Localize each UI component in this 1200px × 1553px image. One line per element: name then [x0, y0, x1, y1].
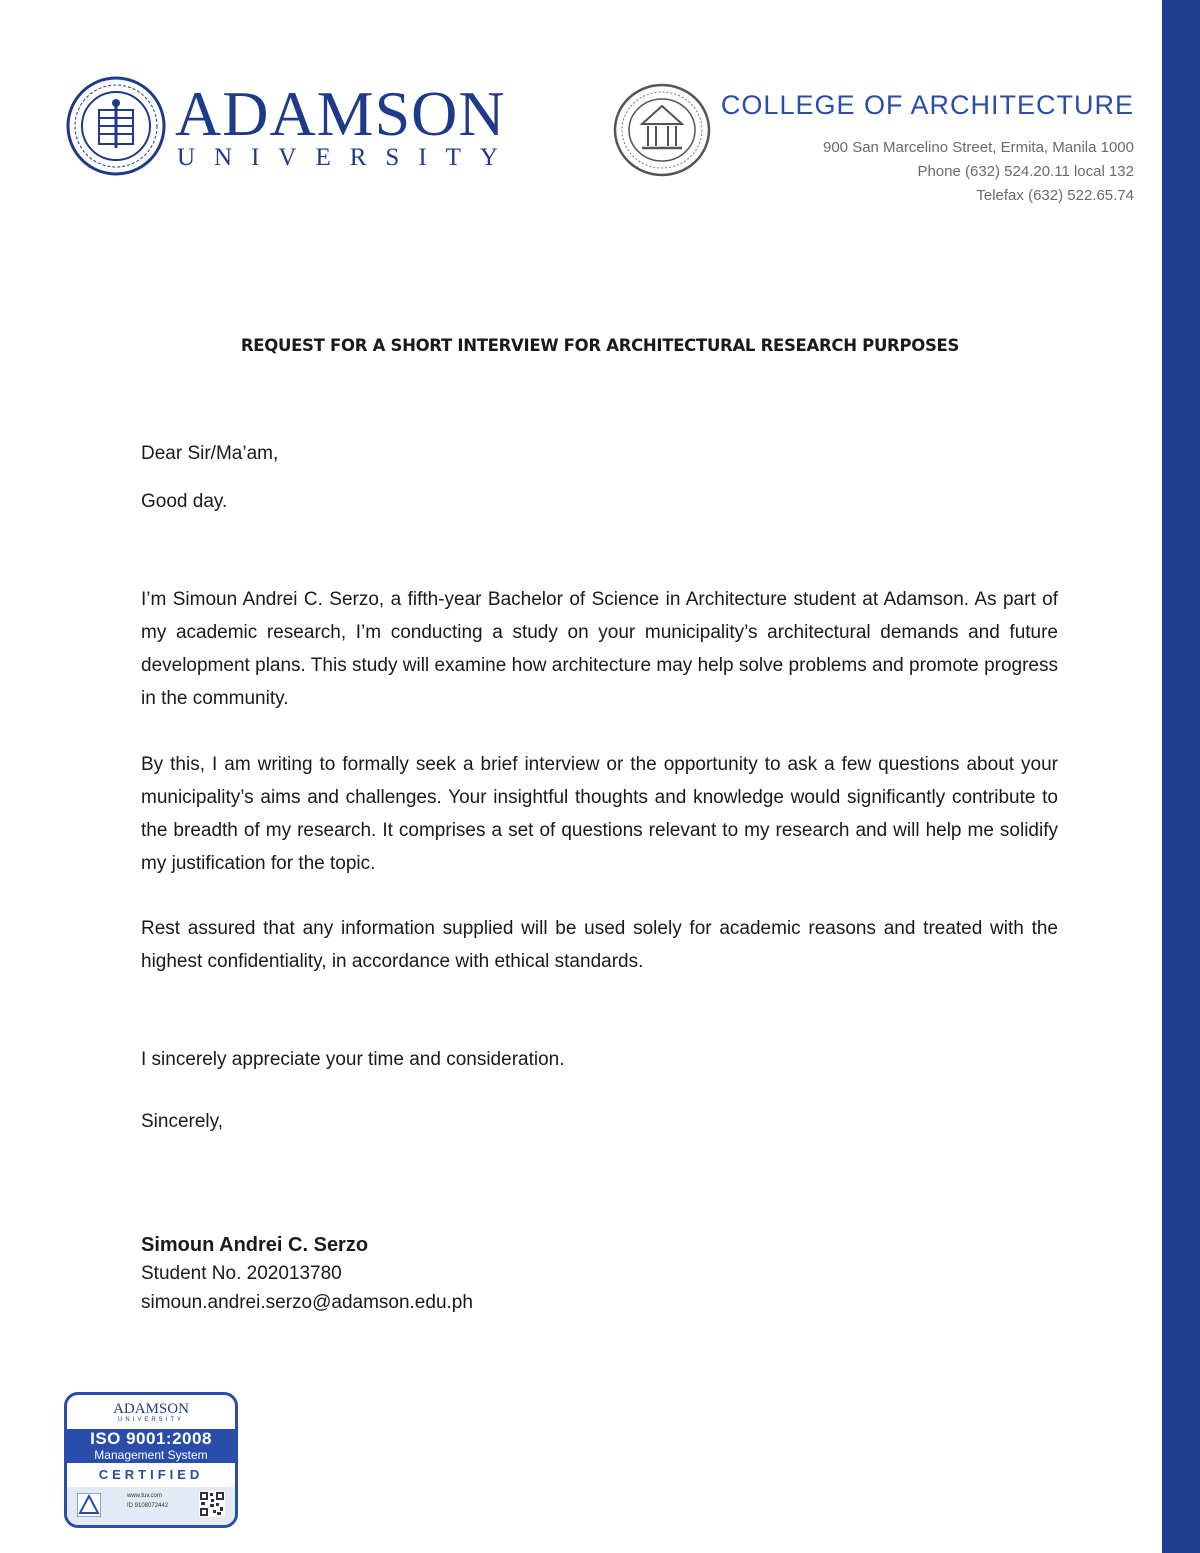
body-paragraph-3: Rest assured that any information supplied will be used solely for academic reasons and treated with the highest confidentiality, in accordance with ethical standards. [141, 918, 1058, 972]
badge-university: ADAMSON [113, 1401, 189, 1417]
tuv-triangle-icon [77, 1493, 101, 1517]
phone-line: Phone (632) 524.20.11 local 132 [917, 163, 1134, 180]
telefax-line: Telefax (632) 522.65.74 [976, 187, 1134, 204]
badge-university-sub: UNIVERSITY [117, 1417, 184, 1423]
badge-footer [67, 1487, 235, 1525]
university-subtitle: UNIVERSITY [177, 144, 517, 171]
salutation: Dear Sir/Ma’am, [141, 443, 279, 464]
iso-certification-badge [64, 1392, 238, 1528]
signature-name: Simoun Andrei C. Serzo [141, 1234, 369, 1256]
badge-system: Management System [94, 1448, 208, 1462]
university-name: ADAMSON [175, 78, 506, 149]
badge-certified: CERTIFIED [98, 1467, 204, 1482]
closing: Sincerely, [141, 1111, 224, 1132]
college-name: COLLEGE OF ARCHITECTURE [720, 90, 1134, 120]
address-line: 900 San Marcelino Street, Ermita, Manila 1000 [823, 139, 1134, 156]
student-number: Student No. 202013780 [141, 1263, 342, 1284]
badge-url: www.tuv.com [127, 1493, 162, 1499]
badge-band [67, 1429, 235, 1463]
college-of-architecture-seal-icon [612, 82, 712, 178]
letter-subject: REQUEST FOR A SHORT INTERVIEW FOR ARCHITECTURAL RESEARCH PURPOSES [240, 336, 960, 355]
badge-id: ID 9108072442 [127, 1503, 169, 1509]
signature-email: simoun.andrei.serzo@adamson.edu.ph [141, 1292, 473, 1313]
thanks-line: I sincerely appreciate your time and consideration. [141, 1049, 565, 1070]
greeting: Good day. [141, 491, 228, 512]
college-address-block [823, 136, 1134, 208]
page-edge-bar [1162, 0, 1200, 1553]
body-paragraph-1: I’m Simoun Andrei C. Serzo, a fifth-year Bachelor of Science in Architecture student at Adamson. As part of my academic research, I’m conducting a study on your municipality’s architectural demands and future development plans. This study will examine how architecture may help solve problems and promote progress in the community. [141, 589, 1058, 709]
qr-code-icon [199, 1491, 225, 1517]
adamson-university-seal-icon [66, 76, 166, 176]
body-paragraph-2: By this, I am writing to formally seek a brief interview or the opportunity to ask a few questions about your municipality’s aims and challenges. Your insightful thoughts and knowledge would significantly contribute to the breadth of my research. It comprises a set of questions relevant to my research and will help me solidify my justification for the topic. [141, 754, 1058, 874]
badge-standard: ISO 9001:2008 [90, 1429, 212, 1448]
